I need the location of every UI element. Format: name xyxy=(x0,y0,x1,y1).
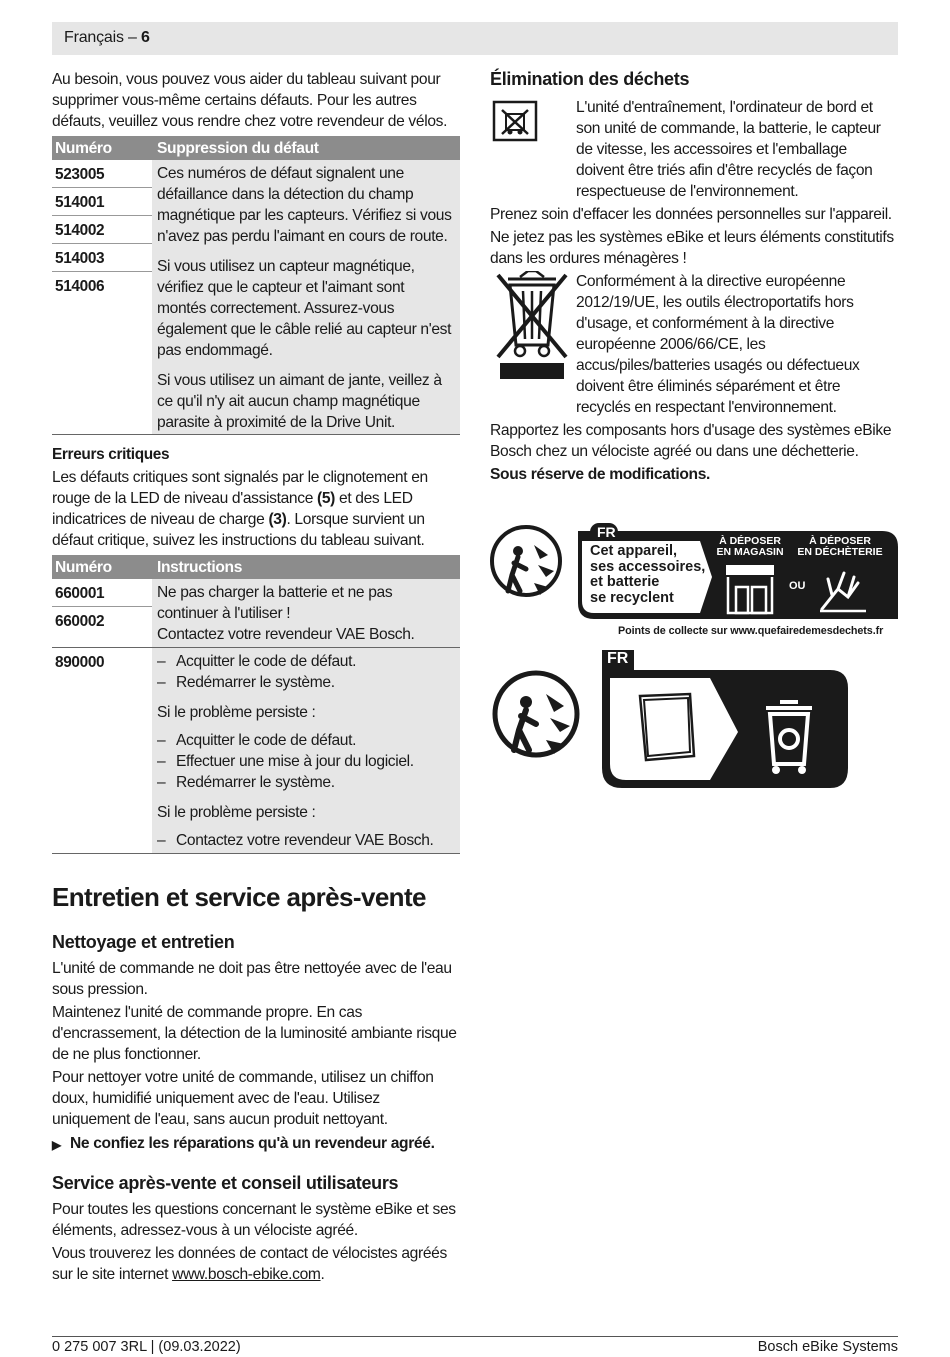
dash-mark: – xyxy=(157,653,166,670)
fault-code: 514003 xyxy=(52,244,152,272)
dash-mark: – xyxy=(157,674,166,691)
service-para-text: Vous trouverez les données de contact de vélocistes agréés sur le site internet xyxy=(52,1245,447,1283)
triman-badge: FR xyxy=(597,524,616,540)
step-item xyxy=(157,730,456,751)
critical-instruction: Contactez votre revendeur VAE Bosch. xyxy=(157,626,415,643)
step-text: Contactez votre revendeur VAE Bosch. xyxy=(176,832,434,849)
page-header xyxy=(52,22,898,55)
repair-warning-text: Ne confiez les réparations qu'à un revendeur agréé. xyxy=(70,1135,435,1152)
critical-text-part: Les défauts critiques sont signalés par le clignotement en rouge de la LED de niveau d'assistance xyxy=(52,469,428,507)
store-icon xyxy=(724,563,776,615)
critical-code: 660001 xyxy=(52,579,152,607)
fault-code: 514006 xyxy=(55,278,105,295)
dump-label xyxy=(796,536,884,558)
cleaning-heading: Nettoyage et entretien xyxy=(52,932,235,952)
step-item xyxy=(157,672,456,693)
fault-table xyxy=(52,136,460,435)
critical-errors-heading: Erreurs critiques xyxy=(52,446,170,463)
fault-table-col-fix: Suppression du défaut xyxy=(157,139,319,157)
page-number: 6 xyxy=(140,29,150,46)
step-text: Effectuer une mise à jour du logiciel. xyxy=(176,753,414,770)
critical-table-col-number: Numéro xyxy=(55,558,112,576)
triman-badge-2: FR xyxy=(607,650,629,667)
step-text: Redémarrer le système. xyxy=(176,774,335,791)
crossed-bin-icon xyxy=(490,271,576,420)
triman-line: se recyclent xyxy=(590,589,674,606)
weee-notice xyxy=(490,271,898,420)
step-item xyxy=(157,751,456,772)
dash-mark: – xyxy=(157,732,166,749)
fault-code: 523005 xyxy=(52,160,152,188)
triman-text xyxy=(590,544,705,606)
header-language: Français xyxy=(64,29,124,46)
footer-divider xyxy=(52,1336,898,1337)
critical-row-b xyxy=(52,648,460,854)
dash-mark: – xyxy=(157,753,166,770)
service-para xyxy=(52,1243,460,1285)
triangle-bullet-icon: ▶ xyxy=(52,1138,61,1152)
bosch-ebike-link[interactable]: www.bosch-ebike.com xyxy=(172,1266,321,1283)
cleaning-para: Pour nettoyer votre unité de commande, utilisez un chiffon doux, humidifié uniquement avec de l'eau. Utilisez uniquement de l'eau, sans aucun produit nettoyant. xyxy=(52,1069,434,1128)
fault-table-body xyxy=(52,160,460,435)
cleaning-para: L'unité de commande ne doit pas être nettoyée avec de l'eau sous pression. xyxy=(52,960,452,998)
or-label: OU xyxy=(789,580,806,592)
step-text: Acquitter le code de défaut. xyxy=(176,653,357,670)
separate-collection-icon xyxy=(490,97,576,204)
store-label xyxy=(716,536,784,558)
critical-instructions-a xyxy=(152,579,460,647)
section-title: Entretien et service après-vente xyxy=(52,882,426,912)
critical-text-part: . Lorsque survient un défaut critique, suivez les instructions du tableau suivant. xyxy=(52,511,425,549)
if-persists: Si le problème persiste : xyxy=(157,704,316,721)
step-item xyxy=(157,772,456,793)
fault-desc-para: Si vous utilisez un capteur magnétique, vérifiez que le capteur et l'aimant sont montés correctement. Assurez-vous également que le câble relié au capteur n'est pas endommagé. xyxy=(157,258,452,359)
service-para-end: . xyxy=(320,1266,325,1283)
critical-code: 890000 xyxy=(55,654,105,671)
step-item xyxy=(157,830,456,851)
step-item xyxy=(157,651,456,672)
collect-link-text: Points de collecte sur www.quefairedemesdechets.fr xyxy=(618,625,884,637)
repair-warning xyxy=(52,1133,460,1156)
triman-line: Cet appareil, xyxy=(590,543,678,559)
critical-row-a xyxy=(52,579,460,648)
dash-mark: – xyxy=(157,832,166,849)
fault-code: 514002 xyxy=(52,216,152,244)
fault-table-header xyxy=(52,136,460,160)
triman-icon-2 xyxy=(495,673,577,755)
dump-line: EN DÉCHÈTERIE xyxy=(797,546,883,558)
triman-paper-logo xyxy=(490,648,900,790)
critical-errors-text xyxy=(52,467,460,551)
fault-desc-para: Si vous utilisez un aimant de jante, veillez à ce qu'il n'y ait aucun champ magnétique parasite à proximité de la Drive Unit. xyxy=(157,372,442,431)
header-text xyxy=(64,29,150,47)
fault-codes xyxy=(52,160,152,434)
fault-table-col-number: Numéro xyxy=(55,139,112,157)
critical-table-col-instructions: Instructions xyxy=(157,558,243,576)
critical-ref: (3) xyxy=(268,511,287,528)
left-column xyxy=(52,69,460,854)
header-separator: – xyxy=(128,29,137,46)
triman-icon xyxy=(492,527,560,595)
critical-instruction: Ne pas charger la batterie et ne pas continuer à l'utiliser ! xyxy=(157,584,393,622)
critical-instructions-b xyxy=(152,648,460,853)
maintenance-section xyxy=(52,932,460,1287)
critical-codes-a xyxy=(52,579,152,647)
footer-doc-number: 0 275 007 3RL | (09.03.2022) xyxy=(52,1339,241,1355)
critical-table-header xyxy=(52,555,460,579)
disposal-heading: Élimination des déchets xyxy=(490,69,690,89)
disposal-para: Rapportez les composants hors d'usage des systèmes eBike Bosch chez un vélociste agréé ou dans une déchetterie. xyxy=(490,422,892,460)
critical-code: 660002 xyxy=(55,613,105,630)
reserve-note: Sous réserve de modifications. xyxy=(490,466,711,483)
step-text: Acquitter le code de défaut. xyxy=(176,732,357,749)
critical-codes-b xyxy=(52,648,152,853)
disposal-para: Prenez soin d'effacer les données personnelles sur l'appareil. xyxy=(490,206,892,223)
hand-icon xyxy=(818,563,868,613)
critical-table xyxy=(52,555,460,854)
disposal-para: L'unité d'entraînement, l'ordinateur de bord et son unité de commande, la batterie, le capteur de vitesse, les accessoires et l'emballage doivent être triés afin d'être recyclés de façon respectueuse de l'environnement. xyxy=(576,99,881,200)
footer-brand: Bosch eBike Systems xyxy=(757,1339,898,1355)
right-column xyxy=(490,69,898,487)
dump-line: À DÉPOSER xyxy=(809,535,871,547)
triman-info-logo xyxy=(490,523,900,641)
fault-code: 514001 xyxy=(52,188,152,216)
critical-text-part: et des LED indicatrices de niveau de charge xyxy=(52,490,413,528)
fault-desc-para: Ces numéros de défaut signalent une défaillance dans la détection du champ magnétique par les capteurs. Vérifiez si vous n'avez pas perdu l'aimant en cours de route. xyxy=(157,165,452,245)
recycle-notice xyxy=(490,97,898,204)
if-persists: Si le problème persiste : xyxy=(157,804,316,821)
service-para: Pour toutes les questions concernant le système eBike et ses éléments, adressez-vous à un vélociste agréé. xyxy=(52,1201,456,1239)
service-heading: Service après-vente et conseil utilisateurs xyxy=(52,1173,399,1193)
fault-description xyxy=(152,160,460,434)
weee-directive-text: Conformément à la directive européenne 2012/19/UE, les outils électroportatifs hors d'usage, et conformément à la directive européenne 2006/66/CE, les accus/piles/batteries usagés ou défectueux doivent être éliminés séparément et être recyclés en respectant l'environnement. xyxy=(576,273,860,416)
triman-line: et batterie xyxy=(590,574,660,590)
triman-line: ses accessoires, xyxy=(590,558,706,575)
step-text: Redémarrer le système. xyxy=(176,674,335,691)
dash-mark: – xyxy=(157,774,166,791)
critical-ref: (5) xyxy=(317,490,336,507)
cleaning-para: Maintenez l'unité de commande propre. En cas d'encrassement, la détection de la luminosité ambiante risque de ne plus fonctionner. xyxy=(52,1004,457,1063)
intro-text: Au besoin, vous pouvez vous aider du tableau suivant pour supprimer vous-même certains défauts. Pour les autres défauts, veuillez vous rendre chez votre revendeur de vélos. xyxy=(52,71,448,130)
disposal-para: Ne jetez pas les systèmes eBike et leurs éléments constitutifs dans les ordures ménagères ! xyxy=(490,229,894,267)
store-line: À DÉPOSER xyxy=(719,535,781,547)
store-line: EN MAGASIN xyxy=(716,546,784,558)
